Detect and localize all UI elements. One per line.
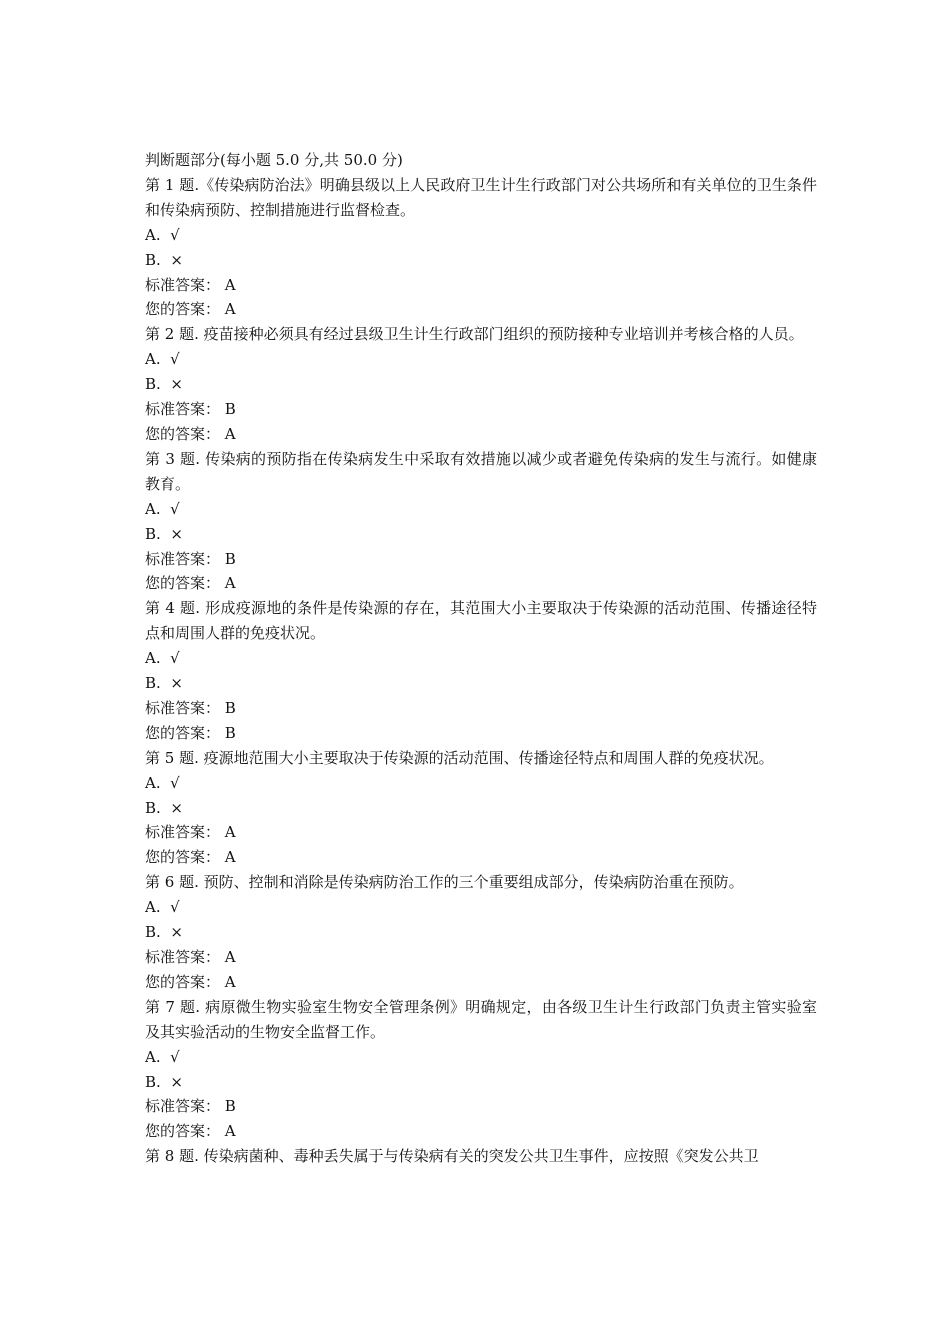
standard-answer-value: B (224, 698, 236, 717)
option-a: A. √ (145, 773, 180, 792)
question-text: 第 4 题. 形成疫源地的条件是传染源的存在，其范围大小主要取决于传染源的活动范围、传播途径特点和周围人群的免疫状况。 (145, 599, 817, 643)
option-a: A. √ (145, 499, 180, 518)
question-item (145, 1144, 817, 1169)
your-answer-label: 您的答案： (145, 424, 221, 443)
standard-answer-value: B (224, 1097, 236, 1116)
question-item (145, 447, 817, 596)
standard-answer-label: 标准答案： (145, 549, 221, 568)
standard-answer-row (145, 1094, 817, 1119)
your-answer-label: 您的答案： (145, 723, 221, 742)
standard-answer-row (145, 273, 817, 298)
question-text: 第 1 题.《传染病防治法》明确县级以上人民政府卫生计生行政部门对公共场所和有关单位的卫生条件和传染病预防、控制措施进行监督检查。 (145, 175, 817, 219)
question-item (145, 995, 817, 1144)
option-a: A. √ (145, 649, 180, 668)
option-b: B. × (145, 674, 183, 693)
question-text: 第 3 题. 传染病的预防指在传染病发生中采取有效措施以减少或者避免传染病的发生与流行。如健康教育。 (145, 449, 817, 493)
your-answer-value: A (224, 1122, 236, 1141)
your-answer-row (145, 1119, 817, 1144)
your-answer-label: 您的答案： (145, 574, 221, 593)
question-text: 第 8 题. 传染病菌种、毒种丢失属于与传染病有关的突发公共卫生事件，应按照《突发公共卫 (145, 1147, 759, 1166)
your-answer-label: 您的答案： (145, 972, 221, 991)
option-a: A. √ (145, 225, 180, 244)
standard-answer-label: 标准答案： (145, 275, 221, 294)
option-b: B. × (145, 524, 183, 543)
your-answer-row (145, 970, 817, 995)
standard-answer-label: 标准答案： (145, 400, 221, 419)
option-a: A. √ (145, 898, 180, 917)
standard-answer-row (145, 696, 817, 721)
section-title: 判断题部分(每小题 5.0 分,共 50.0 分) (145, 151, 403, 169)
standard-answer-value: A (224, 948, 236, 966)
your-answer-row (145, 422, 817, 447)
option-b: B. × (145, 375, 183, 394)
standard-answer-label: 标准答案： (145, 1097, 221, 1116)
your-answer-row (145, 297, 817, 322)
your-answer-row (145, 571, 817, 596)
your-answer-value: A (224, 424, 236, 443)
your-answer-value: A (224, 574, 236, 593)
standard-answer-label: 标准答案： (145, 948, 221, 966)
your-answer-value: A (224, 972, 236, 991)
your-answer-value: A (224, 848, 236, 867)
question-item (145, 322, 817, 447)
your-answer-row (145, 845, 817, 870)
your-answer-label: 您的答案： (145, 1122, 221, 1141)
question-item (145, 596, 817, 745)
option-a: A. √ (145, 1047, 180, 1066)
your-answer-row (145, 721, 817, 746)
question-text: 第 6 题. 预防、控制和消除是传染病防治工作的三个重要组成部分，传染病防治重在预防。 (145, 873, 744, 892)
your-answer-value: A (224, 300, 236, 319)
your-answer-label: 您的答案： (145, 848, 221, 867)
standard-answer-value: A (224, 823, 236, 842)
your-answer-label: 您的答案： (145, 300, 221, 319)
question-text: 第 7 题. 病原微生物实验室生物安全管理条例》明确规定，由各级卫生计生行政部门负责主管实验室及其实验活动的生物安全监督工作。 (145, 997, 817, 1041)
option-b: B. × (145, 798, 183, 817)
standard-answer-row (145, 547, 817, 572)
question-item (145, 746, 817, 871)
standard-answer-row (145, 397, 817, 422)
option-b: B. × (145, 923, 183, 942)
option-a: A. √ (145, 350, 180, 369)
question-item (145, 870, 817, 995)
question-item (145, 173, 817, 322)
question-text: 第 5 题. 疫源地范围大小主要取决于传染源的活动范围、传播途径特点和周围人群的免疫状况。 (145, 748, 774, 767)
standard-answer-value: B (224, 549, 236, 568)
standard-answer-value: B (224, 400, 236, 419)
option-b: B. × (145, 250, 183, 269)
standard-answer-label: 标准答案： (145, 823, 221, 842)
standard-answer-row (145, 945, 817, 970)
question-text: 第 2 题. 疫苗接种必须具有经过县级卫生计生行政部门组织的预防接种专业培训并考核合格的人员。 (145, 325, 804, 344)
option-b: B. × (145, 1072, 183, 1091)
standard-answer-label: 标准答案： (145, 698, 221, 717)
standard-answer-value: A (224, 275, 236, 294)
document-body (145, 148, 817, 1169)
your-answer-value: B (224, 723, 236, 742)
standard-answer-row (145, 820, 817, 845)
